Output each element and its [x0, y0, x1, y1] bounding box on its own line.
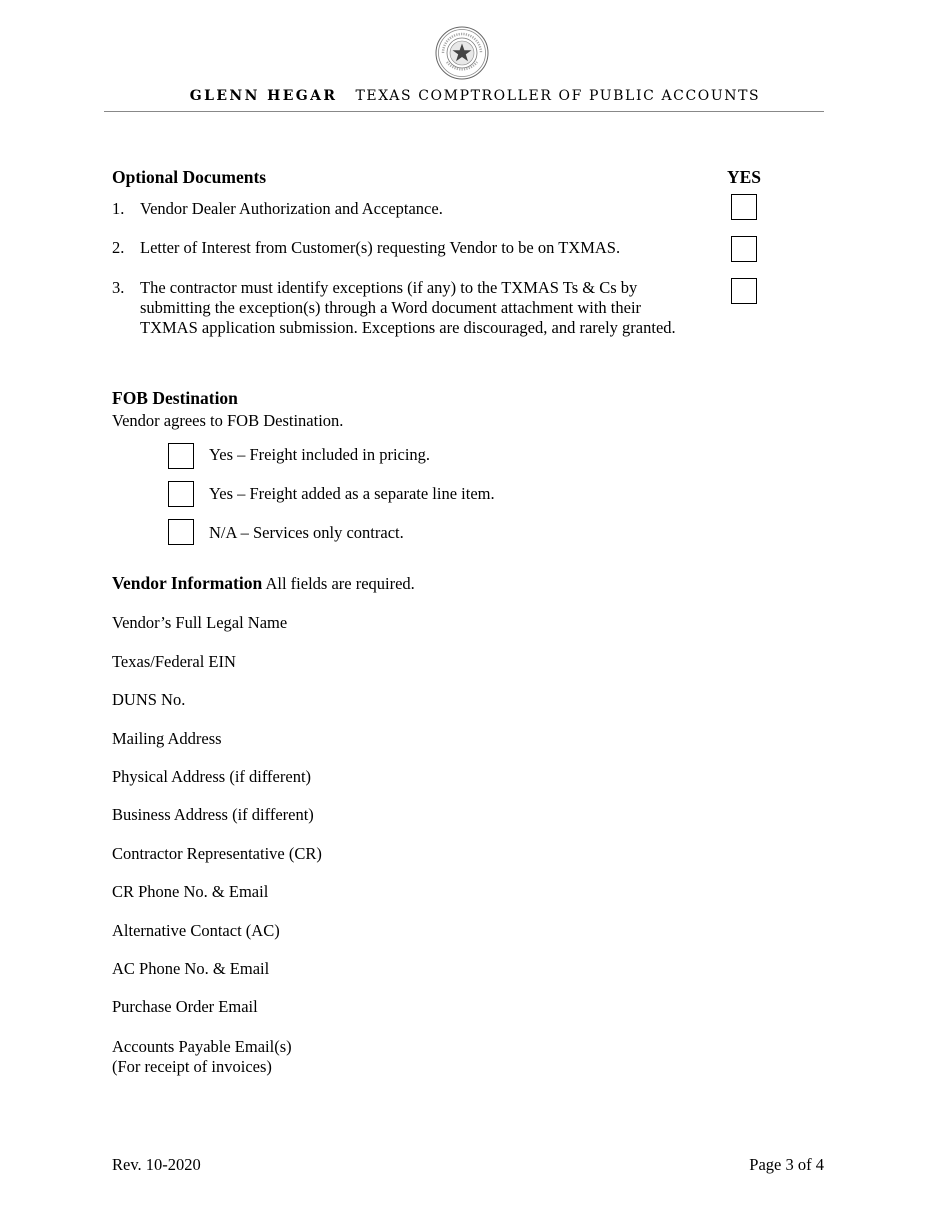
vendor-info-heading: [112, 573, 415, 594]
yes-column-header: YES: [727, 167, 762, 187]
item-number-2: 2.: [112, 238, 125, 257]
comptroller-seal-icon: [435, 26, 489, 80]
optional-document-2: Letter of Interest from Customer(s) requesting Vendor to be on TXMAS.: [140, 238, 621, 257]
fob-option-1-checkbox[interactable]: [168, 443, 194, 469]
optional-document-1-checkbox[interactable]: [731, 194, 757, 220]
letterhead: [0, 88, 950, 104]
fob-option-2-checkbox[interactable]: [168, 481, 194, 507]
optional-document-3: The contractor must identify exceptions (if any) to the TXMAS Ts & Cs by submitting the exception(s) through a Word document attachment with their TXMAS application submission. Exceptions are discouraged, and rarely granted.: [140, 278, 676, 337]
optional-document-3-checkbox[interactable]: [731, 278, 757, 304]
fob-destination-title: FOB Destination: [112, 388, 238, 408]
field-mailing-address: Mailing Address: [112, 729, 222, 748]
optional-documents-title: Optional Documents: [112, 167, 267, 187]
fob-destination-subtitle: Vendor agrees to FOB Destination.: [112, 411, 344, 430]
field-accounts-payable-email: Accounts Payable Email(s): [112, 1037, 292, 1056]
header-rule: [104, 111, 824, 112]
field-purchase-order-email: Purchase Order Email: [112, 997, 258, 1016]
field-accounts-payable-note: (For receipt of invoices): [112, 1057, 272, 1076]
item-number-1: 1.: [112, 199, 125, 218]
fob-option-2-label: Yes – Freight added as a separate line item.: [209, 484, 495, 503]
field-duns: DUNS No.: [112, 690, 186, 709]
revision-label: Rev. 10-2020: [112, 1155, 201, 1174]
fob-option-3-checkbox[interactable]: [168, 519, 194, 545]
optional-document-1: Vendor Dealer Authorization and Acceptance.: [140, 199, 443, 218]
field-physical-address: Physical Address (if different): [112, 767, 312, 786]
field-contractor-representative: Contractor Representative (CR): [112, 844, 322, 863]
comptroller-name: GLENN HEGAR: [189, 88, 338, 104]
field-alternative-contact: Alternative Contact (AC): [112, 921, 280, 940]
field-cr-phone-email: CR Phone No. & Email: [112, 882, 269, 901]
vendor-info-title: Vendor Information: [112, 573, 263, 593]
vendor-info-note: All fields are required.: [265, 574, 415, 593]
field-ein: Texas/Federal EIN: [112, 652, 236, 671]
field-business-address: Business Address (if different): [112, 805, 314, 824]
fob-option-1-label: Yes – Freight included in pricing.: [209, 445, 431, 464]
item-number-3: 3.: [112, 278, 125, 297]
field-vendor-legal-name: Vendor’s Full Legal Name: [112, 613, 288, 632]
office-name: TEXAS COMPTROLLER OF PUBLIC ACCOUNTS: [355, 88, 761, 104]
fob-option-3-label: N/A – Services only contract.: [209, 523, 404, 542]
field-ac-phone-email: AC Phone No. & Email: [112, 959, 270, 978]
page-number: Page 3 of 4: [749, 1155, 824, 1174]
optional-document-2-checkbox[interactable]: [731, 236, 757, 262]
